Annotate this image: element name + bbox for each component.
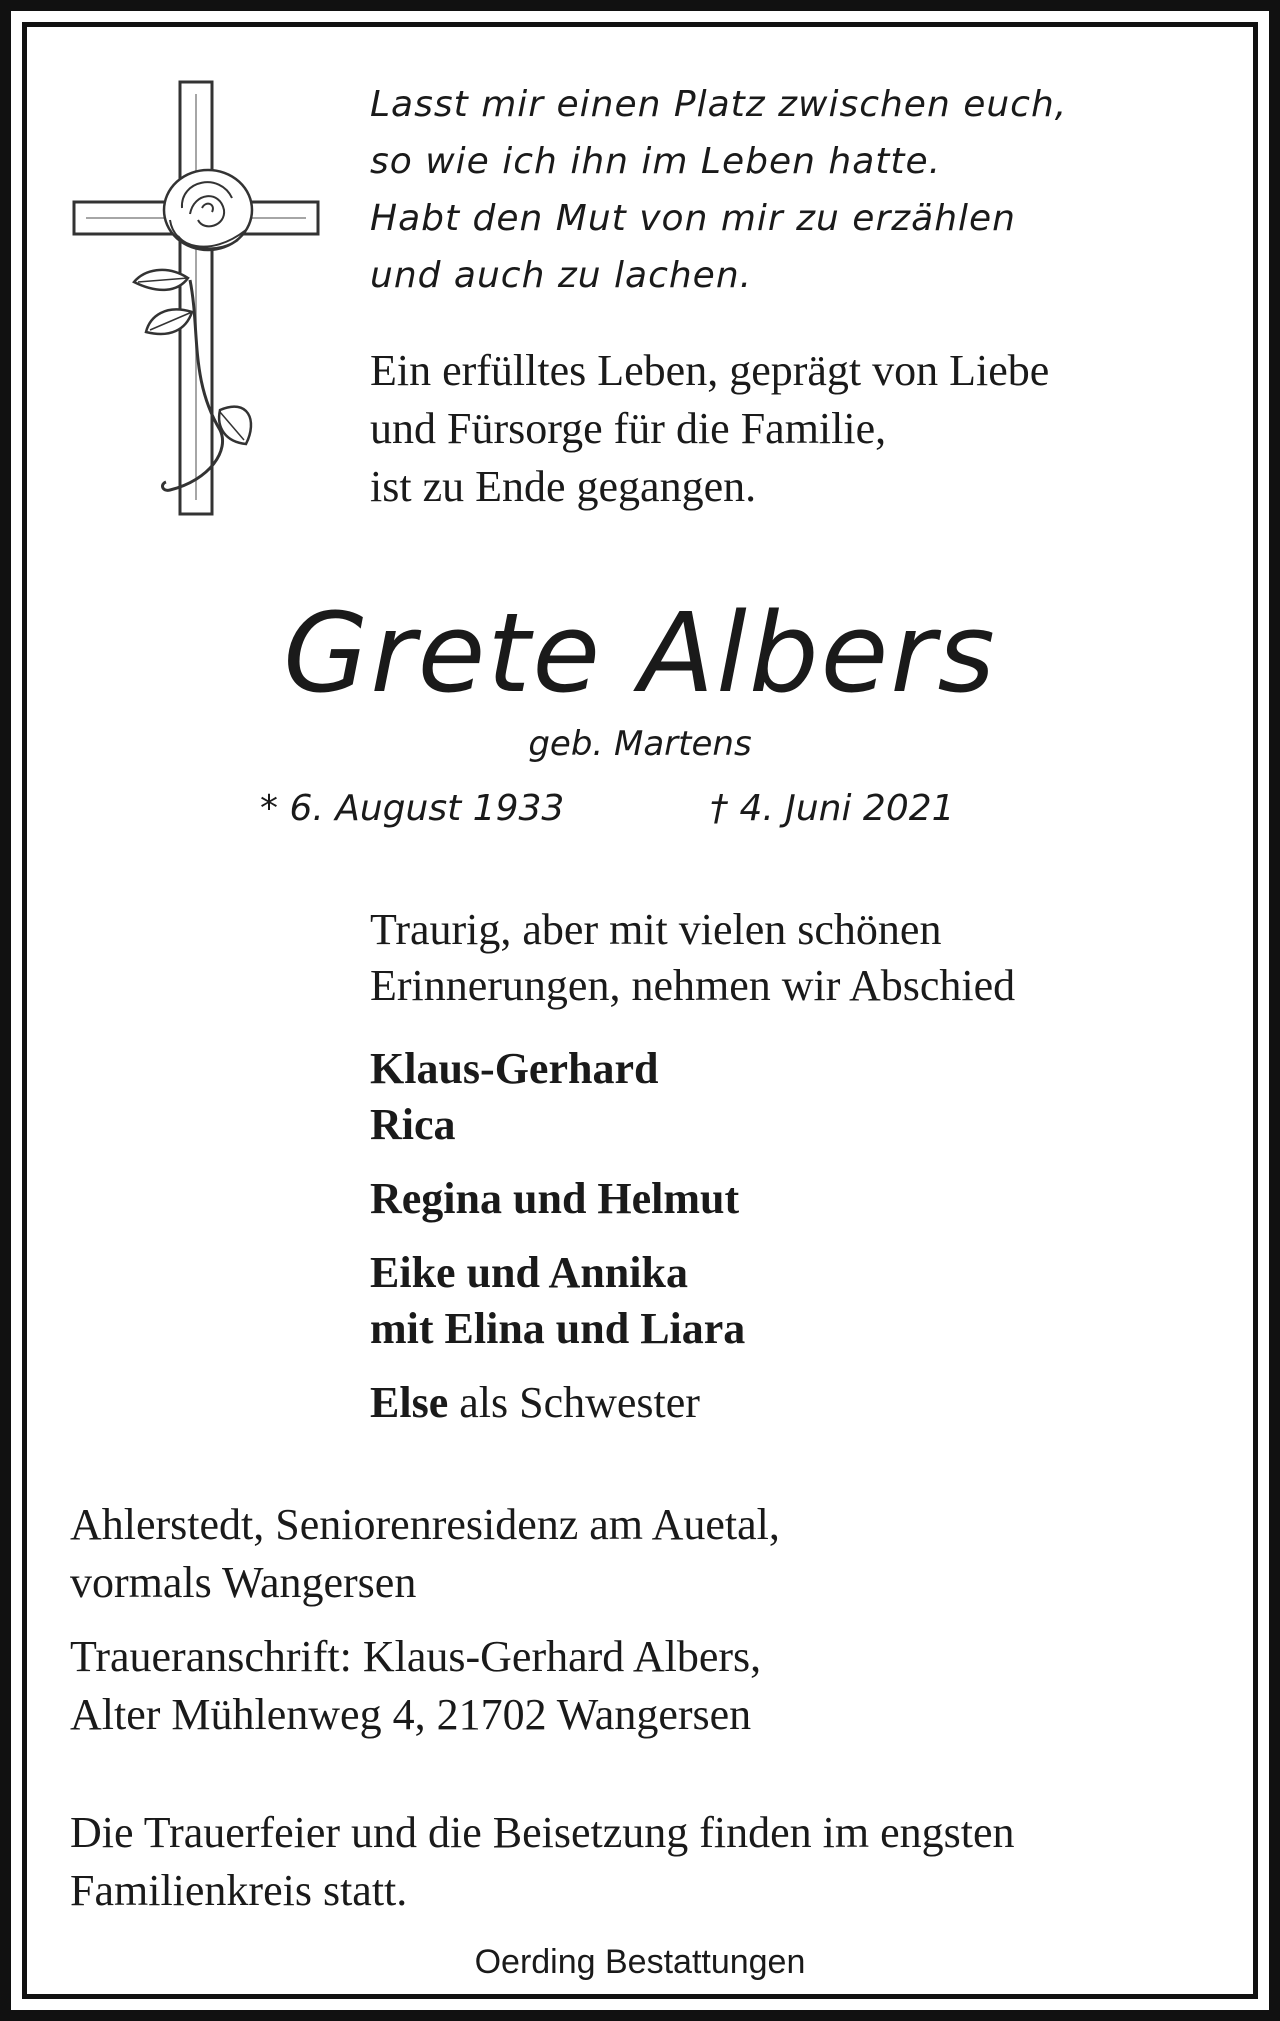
poem-line: Lasst mir einen Platz zwischen euch, <box>370 84 1068 125</box>
mourning-address <box>70 1628 761 1744</box>
undertaker-name: Oerding Bestattungen <box>474 1943 806 1981</box>
sister-line <box>370 1374 700 1432</box>
intro-line: und Fürsorge für die Familie, <box>370 404 887 453</box>
cross-with-rose-icon <box>70 80 325 520</box>
poem-line: Habt den Mut von mir zu erzählen <box>370 198 1016 239</box>
maiden-name: geb. Martens <box>528 724 752 764</box>
address-line: Alter Mühlenweg 4, 21702 Wangersen <box>70 1690 752 1739</box>
intro-line: Ein erfülltes Leben, geprägt von Liebe <box>370 346 1050 395</box>
deceased-name: Grete Albers <box>283 589 997 717</box>
address-line: Traueranschrift: Klaus-Gerhard Albers, <box>70 1632 762 1681</box>
mourner-name: mit Elina und Liara <box>370 1304 746 1353</box>
birth-date: * 6. August 1933 <box>260 788 565 829</box>
poem <box>370 76 1067 304</box>
mourner-name: Regina und Helmut <box>370 1174 740 1223</box>
mourner-name: Klaus-Gerhard <box>370 1044 659 1093</box>
intro-line: ist zu Ende gegangen. <box>370 462 757 511</box>
farewell-line: Erinnerungen, nehmen wir Abschied <box>370 961 1016 1010</box>
mourner-name: Eike und Annika <box>370 1248 688 1297</box>
poem-line: und auch zu lachen. <box>370 255 753 296</box>
ceremony-line: Die Trauerfeier und die Beisetzung finden im engsten <box>70 1808 1015 1857</box>
sister-name: Else <box>370 1378 449 1427</box>
death-date: † 4. Juni 2021 <box>710 788 955 829</box>
ceremony-line: Familienkreis statt. <box>70 1866 408 1915</box>
location-line: Ahlerstedt, Seniorenresidenz am Auetal, <box>70 1500 780 1549</box>
poem-line: so wie ich ihn im Leben hatte. <box>370 141 942 182</box>
sister-relation: als Schwester <box>448 1378 700 1427</box>
ceremony-text <box>70 1804 1015 1920</box>
farewell-text <box>370 902 1015 1014</box>
intro-text <box>370 342 1049 516</box>
location-line: vormals Wangersen <box>70 1558 417 1607</box>
farewell-line: Traurig, aber mit vielen schönen <box>370 905 942 954</box>
mourner-name: Rica <box>370 1100 456 1149</box>
location-text <box>70 1496 780 1612</box>
